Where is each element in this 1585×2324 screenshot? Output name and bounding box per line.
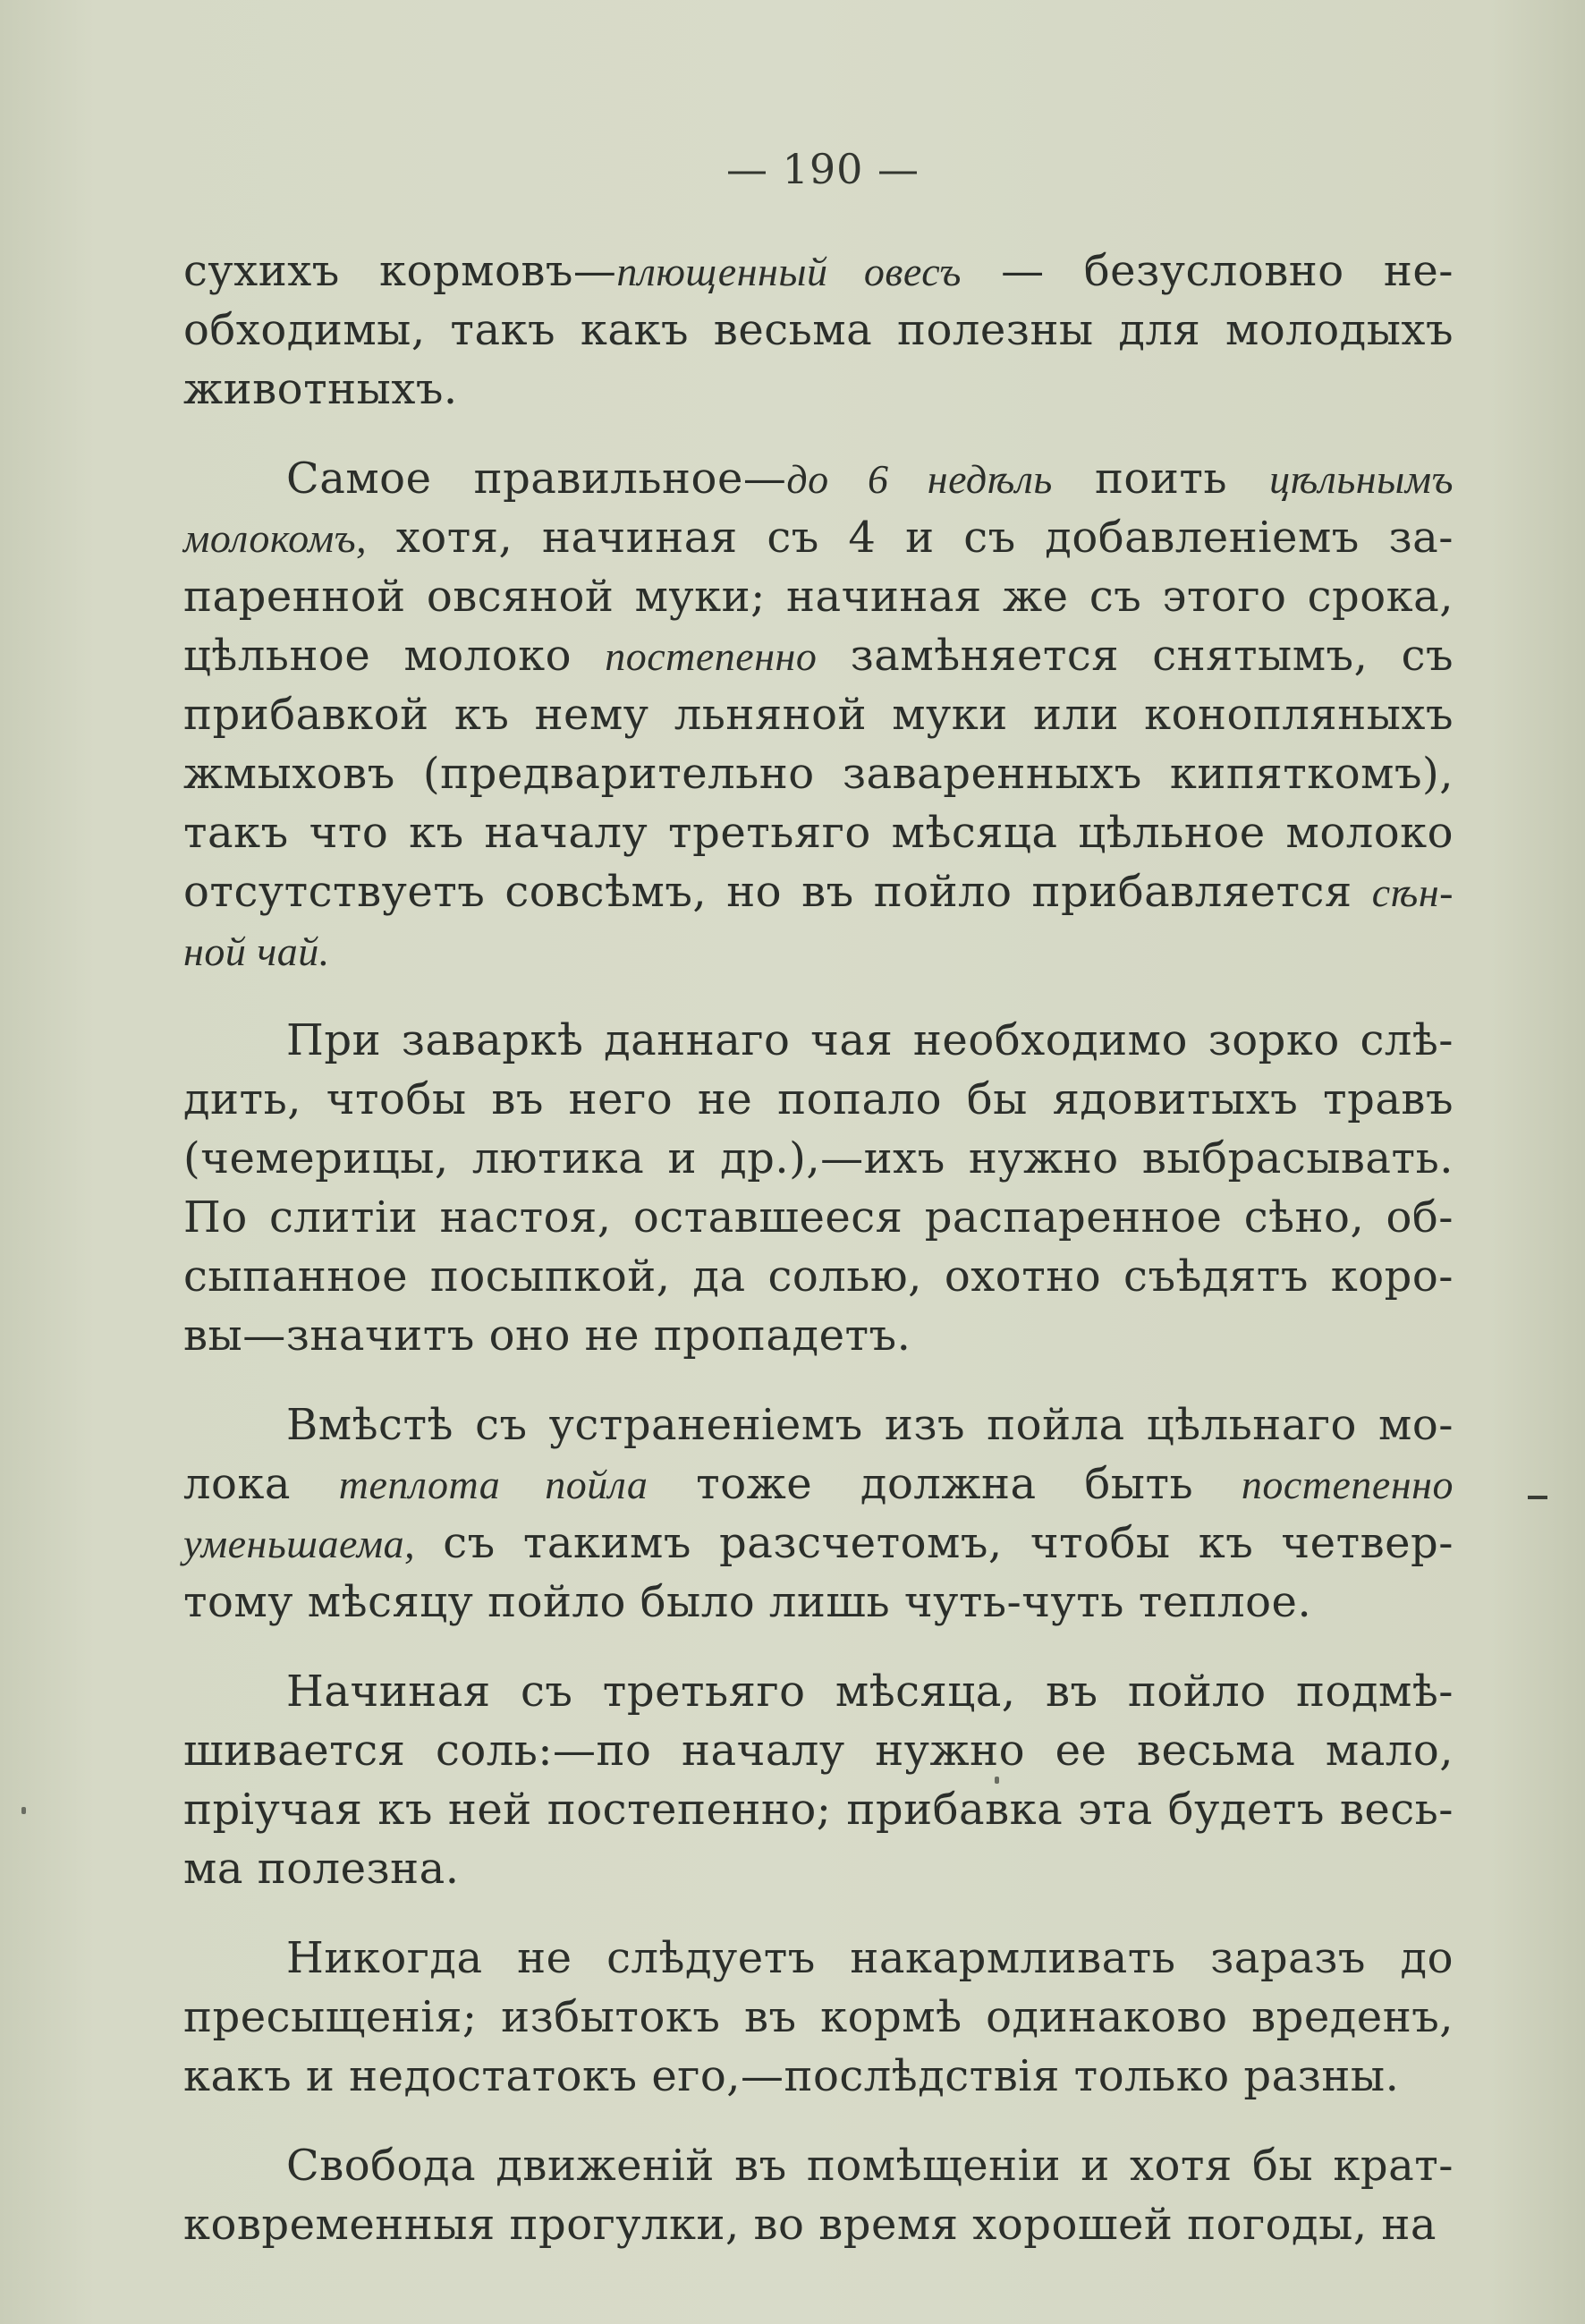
text-line xyxy=(183,685,1454,744)
text-run: Начиная съ третьяго мѣсяца, въ пойло подмѣ- xyxy=(286,1667,1454,1717)
text-run: съ такимъ разсчетомъ, чтобы къ четвер- xyxy=(415,1518,1454,1568)
text-line xyxy=(183,2047,1454,2106)
text-line xyxy=(183,1514,1454,1573)
text-run: пресыщенія; избытокъ въ кормѣ одинаково вреденъ, xyxy=(183,1992,1454,2042)
italic-text: постепенно xyxy=(1241,1462,1454,1507)
text-run: жмыховъ (предварительно заваренныхъ кипяткомъ), xyxy=(183,749,1454,799)
text-run: такъ что къ началу третьяго мѣсяца цѣльное молоко xyxy=(183,808,1454,858)
text-line xyxy=(183,1988,1454,2047)
italic-text: ной чай. xyxy=(183,929,330,974)
paragraph xyxy=(183,1395,1454,1632)
text-run: какъ и недостатокъ его,—послѣдствія только разны. xyxy=(183,2051,1400,2101)
text-line xyxy=(183,242,1454,301)
text-line xyxy=(183,626,1454,685)
text-run: (чемерицы, лютика и др.),—ихъ нужно выбрасывать. xyxy=(183,1133,1454,1183)
text-line xyxy=(183,2136,1454,2195)
body-text xyxy=(183,242,1454,2285)
paragraph xyxy=(183,242,1454,419)
italic-text: постепенно xyxy=(605,633,818,679)
text-run: отсутствуетъ совсѣмъ, но въ пойло прибавляется xyxy=(183,867,1372,917)
text-line xyxy=(183,1306,1454,1365)
text-line xyxy=(183,301,1454,360)
text-line xyxy=(183,1129,1454,1188)
italic-text: молокомъ, xyxy=(183,515,368,561)
page-number: — 190 — xyxy=(725,145,920,193)
text-line xyxy=(183,1247,1454,1306)
text-run: прибавкой къ нему льняной муки или конопляныхъ xyxy=(183,690,1454,740)
text-run: пріучая къ ней постепенно; прибавка эта будетъ весь- xyxy=(183,1785,1454,1835)
text-run: обходимы, такъ какъ весьма полезны для молодыхъ xyxy=(183,305,1454,355)
italic-text: сѣн- xyxy=(1371,869,1454,915)
paragraph xyxy=(183,1929,1454,2106)
text-line xyxy=(183,1455,1454,1514)
text-line xyxy=(183,1573,1454,1632)
text-run: сыпанное посыпкой, да солью, охотно съѣдятъ коро- xyxy=(183,1251,1454,1302)
paragraph xyxy=(183,1011,1454,1365)
text-run: Никогда не слѣдуетъ накармливать заразъ до xyxy=(286,1933,1454,1983)
text-line xyxy=(183,921,1454,980)
text-run: Самое правильное— xyxy=(286,454,787,504)
text-run: По слитіи настоя, оставшееся распаренное сѣно, об- xyxy=(183,1192,1454,1243)
text-run: замѣняется снятымъ, съ xyxy=(817,631,1454,681)
text-line xyxy=(183,1929,1454,1988)
text-run: Свобода движеній въ помѣщеніи и хотя бы крат- xyxy=(286,2141,1454,2191)
text-run: поить xyxy=(1052,454,1270,504)
text-run: хотя, начиная съ 4 и съ добавленіемъ за- xyxy=(367,513,1454,563)
text-run: При заваркѣ даннаго чая необходимо зорко слѣ- xyxy=(286,1015,1454,1065)
text-line xyxy=(183,1839,1454,1898)
text-run: сухихъ кормовъ— xyxy=(183,246,617,296)
text-line xyxy=(183,360,1454,419)
text-line xyxy=(183,449,1454,508)
paragraph xyxy=(183,2136,1454,2254)
text-line xyxy=(183,1070,1454,1129)
text-line xyxy=(183,2195,1454,2254)
text-run: лока xyxy=(183,1459,339,1509)
text-line xyxy=(183,744,1454,803)
text-line xyxy=(183,567,1454,626)
ink-speck xyxy=(995,1777,999,1784)
paragraph xyxy=(183,449,1454,980)
paragraph xyxy=(183,1662,1454,1898)
italic-text: до 6 недѣль xyxy=(786,456,1053,502)
text-line xyxy=(183,1662,1454,1721)
text-line xyxy=(183,1011,1454,1070)
text-run: тоже должна быть xyxy=(648,1459,1242,1509)
text-line xyxy=(183,1721,1454,1780)
text-run: Вмѣстѣ съ устраненіемъ изъ пойла цѣльнаго мо- xyxy=(286,1400,1454,1450)
text-run: паренной овсяной муки; начиная же съ этого срока, xyxy=(183,572,1454,622)
text-run: цѣльное молоко xyxy=(183,631,606,681)
text-run: ма полезна. xyxy=(183,1844,460,1894)
italic-text: цѣльнымъ xyxy=(1269,456,1454,502)
text-run: — безусловно не- xyxy=(961,246,1454,296)
text-run: шивается соль:—по началу нужно ее весьма мало, xyxy=(183,1726,1454,1776)
text-line xyxy=(183,1395,1454,1455)
text-line xyxy=(183,803,1454,862)
text-run: ковременныя прогулки, во время хорошей погоды, на xyxy=(183,2200,1437,2250)
text-run: животныхъ. xyxy=(183,364,458,414)
text-line xyxy=(183,862,1454,921)
text-line xyxy=(183,1780,1454,1839)
italic-text: теплота пойла xyxy=(338,1462,648,1507)
italic-text: уменьшаема, xyxy=(183,1521,416,1566)
text-run: вы—значитъ оно не пропадетъ. xyxy=(183,1310,911,1361)
text-run: тому мѣсяцу пойло было лишь чуть-чуть теплое. xyxy=(183,1577,1312,1627)
text-run: дить, чтобы въ него не попало бы ядовитыхъ травъ xyxy=(183,1074,1454,1124)
text-line xyxy=(183,1188,1454,1247)
text-line xyxy=(183,508,1454,567)
margin-mark xyxy=(1528,1496,1547,1499)
ink-speck xyxy=(21,1807,26,1814)
italic-text: плющенный овесъ xyxy=(616,249,962,294)
